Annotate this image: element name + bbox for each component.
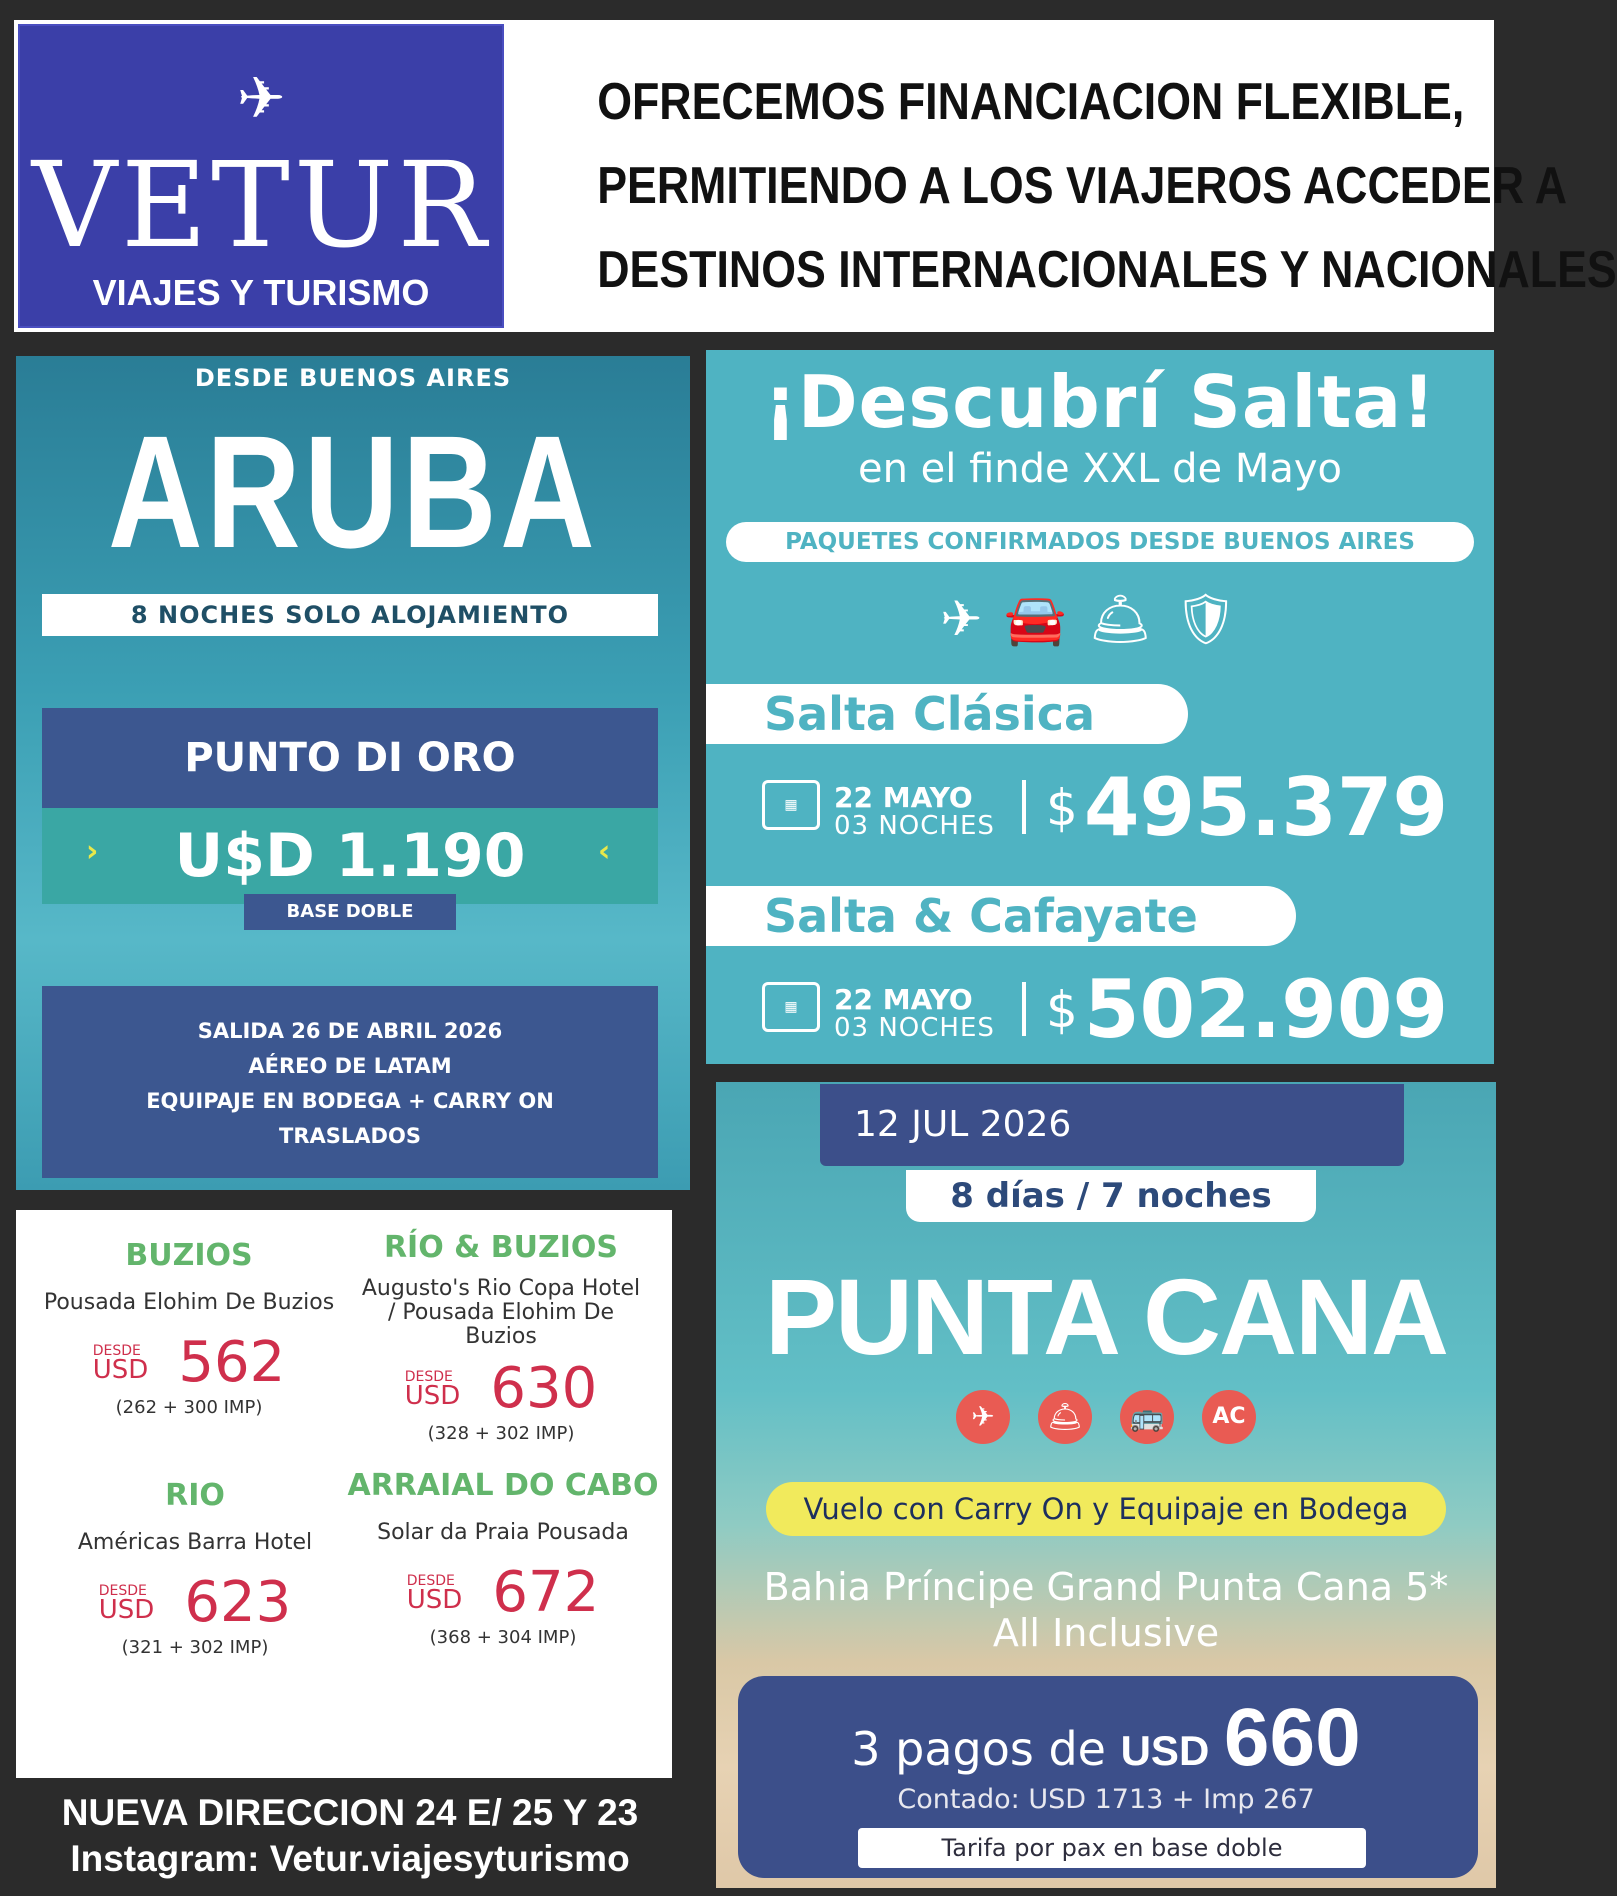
price-value: 495.379	[1083, 761, 1449, 854]
aruba-nights: 8 NOCHES SOLO ALOJAMIENTO	[42, 594, 658, 636]
date-text: 22 MAYO	[834, 781, 973, 814]
vetur-logo	[18, 24, 504, 328]
aruba-detail-line: TRASLADOS	[279, 1124, 421, 1148]
aruba-promo-card	[16, 356, 690, 1190]
salta-icons	[706, 590, 1494, 649]
payment-installments	[716, 1692, 1496, 1791]
aruba-price: U$D 1.190	[42, 808, 658, 904]
headline-line: PERMITIENDO A LOS VIAJEROS ACCEDER A	[597, 157, 1568, 215]
divider	[1022, 982, 1026, 1036]
package-price: 562	[178, 1330, 286, 1395]
chevron-left-icon: ‹	[598, 834, 611, 869]
hotel-name: Bahia Príncipe Grand Punta Cana 5*	[763, 1565, 1449, 1609]
headline-line: DESTINOS INTERNACIONALES Y NACIONALES	[597, 241, 1617, 299]
footer-contact	[18, 1790, 682, 1882]
desde-label: DESDE USD	[98, 1583, 155, 1625]
car-icon: 🚘	[1004, 590, 1089, 648]
salta-promo-card	[706, 350, 1494, 1064]
desde-label: DESDE USD	[92, 1343, 149, 1385]
salta-subtitle: en el finde XXL de Mayo	[857, 446, 1343, 492]
price-value: 502.909	[1083, 963, 1449, 1056]
divider	[1022, 780, 1026, 834]
aruba-details	[42, 986, 658, 1178]
package-name: BUZIOS	[125, 1238, 253, 1273]
aruba-destination: ARUBA	[107, 402, 599, 581]
plane-icon: ✈	[956, 1390, 1010, 1444]
salta-package-name: Salta & Cafayate	[706, 886, 1296, 946]
package-hotel: Augusto's Rio Copa Hotel / Pousada Elohim De Buzios	[361, 1276, 641, 1349]
package-name: RÍO & BUZIOS	[383, 1230, 619, 1265]
punta-cana-promo-card	[716, 1082, 1496, 1888]
package-name: RIO	[165, 1478, 225, 1513]
chevron-right-icon: ›	[86, 834, 99, 869]
salta-package-price	[1046, 963, 1449, 1056]
salta-title: ¡Descubrí Salta!	[764, 360, 1436, 444]
aruba-detail-line: SALIDA 26 DE ABRIL 2026	[197, 1019, 503, 1043]
service-bell-icon: 🛎	[1088, 590, 1175, 648]
brazil-package	[30, 1478, 360, 1658]
nights-text: 03 NOCHES	[834, 1013, 995, 1043]
package-hotel: Américas Barra Hotel	[77, 1530, 313, 1555]
package-price: 672	[492, 1560, 600, 1625]
brazil-package	[336, 1230, 666, 1444]
desde-label: DESDE USD	[406, 1573, 463, 1615]
aruba-base: BASE DOBLE	[244, 894, 456, 930]
header-headline	[597, 60, 1617, 312]
aruba-detail-line: EQUIPAJE EN BODEGA + CARRY ON	[146, 1089, 554, 1113]
package-price: 630	[490, 1356, 598, 1421]
payments-amount: 660	[1223, 1692, 1361, 1783]
package-price-row	[24, 1330, 354, 1395]
payment-cash: Contado: USD 1713 + Imp 267	[897, 1784, 1315, 1815]
airplane-icon: ✈	[236, 64, 286, 132]
punta-cana-flight: Vuelo con Carry On y Equipaje en Bodega	[766, 1482, 1446, 1536]
service-bell-icon: 🛎	[1038, 1390, 1092, 1444]
package-taxes: (321 + 302 IMP)	[121, 1637, 269, 1658]
calendar-icon: ▦	[762, 780, 820, 830]
package-price-row	[30, 1570, 360, 1635]
aruba-detail-line: AÉREO DE LATAM	[248, 1054, 452, 1078]
salta-package-date	[834, 983, 995, 1043]
package-price-row	[338, 1560, 668, 1625]
package-name: ARRAIAL DO CABO	[347, 1468, 659, 1503]
package-price-row	[336, 1356, 666, 1421]
package-hotel: Pousada Elohim De Buzios	[43, 1290, 335, 1315]
salta-package-name: Salta Clásica	[706, 684, 1188, 744]
punta-cana-icons	[716, 1390, 1496, 1444]
air-conditioning-icon: AC	[1202, 1390, 1256, 1444]
package-taxes: (368 + 304 IMP)	[429, 1627, 577, 1648]
salta-package-date	[834, 781, 995, 841]
headline-line: OFRECEMOS FINANCIACION FLEXIBLE,	[597, 73, 1465, 131]
punta-cana-date: 12 JUL 2026	[820, 1084, 1404, 1166]
package-taxes: (328 + 302 IMP)	[427, 1423, 575, 1444]
punta-cana-duration: 8 días / 7 noches	[906, 1170, 1316, 1222]
package-hotel: Solar da Praia Pousada	[377, 1520, 629, 1545]
footer-address: NUEVA DIRECCION 24 E/ 25 Y 23	[61, 1792, 639, 1833]
brazil-promo-card	[16, 1210, 672, 1778]
package-price: 623	[184, 1570, 292, 1635]
currency-symbol: $	[1046, 981, 1078, 1039]
punta-cana-hotel	[716, 1564, 1496, 1656]
aruba-origin: DESDE BUENOS AIRES	[194, 364, 512, 392]
aruba-hotel: PUNTO DI ORO	[42, 708, 658, 808]
bus-icon: 🚌	[1120, 1390, 1174, 1444]
logo-brand: VETUR	[31, 136, 491, 274]
brazil-package	[24, 1238, 354, 1418]
shield-check-icon: 🛡	[1174, 590, 1260, 648]
currency-symbol: $	[1046, 779, 1078, 837]
plane-icon: ✈	[940, 590, 1005, 648]
brazil-package	[338, 1468, 668, 1648]
date-text: 22 MAYO	[834, 983, 973, 1016]
salta-package-price	[1046, 761, 1449, 854]
logo-tagline: VIAJES Y TURISMO	[92, 272, 430, 313]
footer-instagram: Instagram: Vetur.viajesyturismo	[70, 1838, 630, 1879]
hotel-plan: All Inclusive	[992, 1611, 1220, 1655]
punta-cana-destination: PUNTA CANA	[765, 1256, 1447, 1377]
nights-text: 03 NOCHES	[834, 811, 995, 841]
package-taxes: (262 + 300 IMP)	[115, 1397, 263, 1418]
calendar-icon: ▦	[762, 982, 820, 1032]
salta-pill: PAQUETES CONFIRMADOS DESDE BUENOS AIRES	[726, 522, 1474, 562]
desde-label: DESDE USD	[404, 1369, 461, 1411]
payments-prefix: 3 pagos de	[851, 1722, 1106, 1776]
rate-note: Tarifa por pax en base doble	[858, 1828, 1366, 1868]
payments-currency: USD	[1120, 1727, 1210, 1774]
